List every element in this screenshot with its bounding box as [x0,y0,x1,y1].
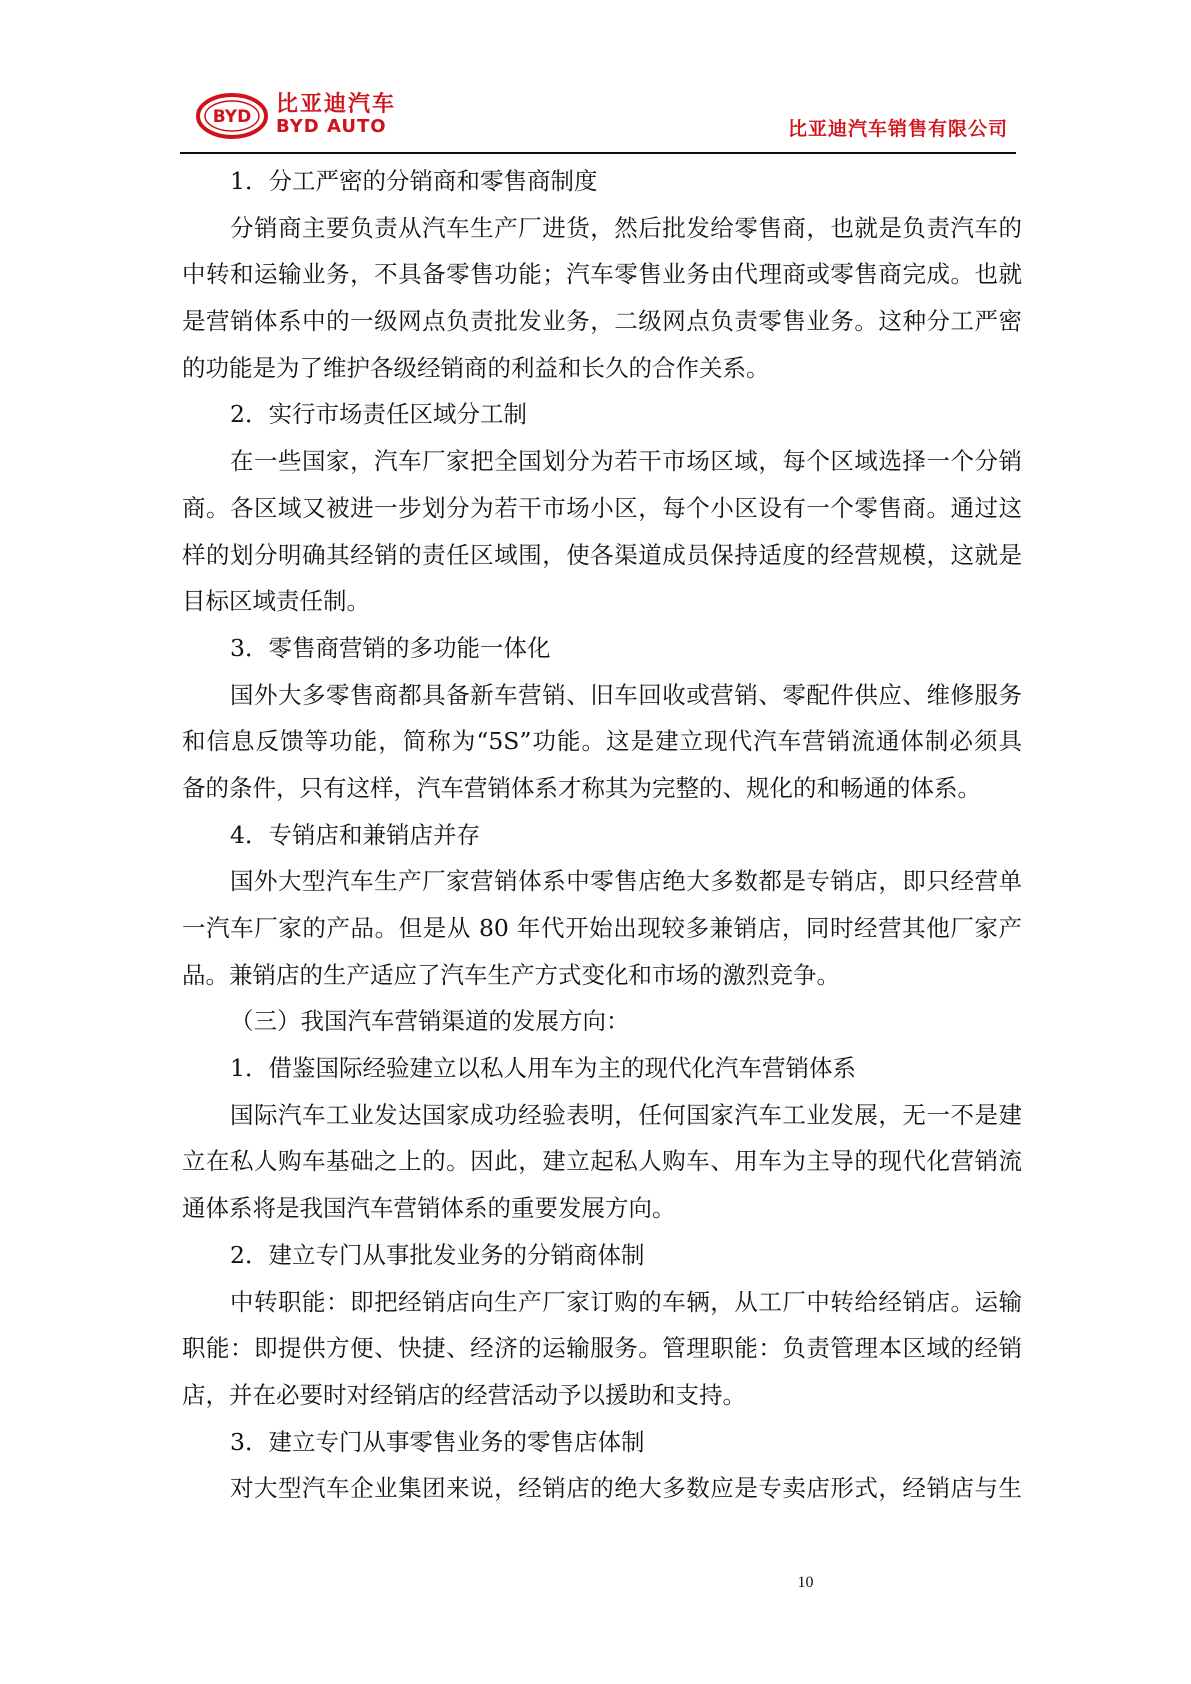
text-line: 一汽车厂家的产品。但是从 80 年代开始出现较多兼销店，同时经营其他厂家产 [182,914,1022,942]
text-line: 备的条件，只有这样，汽车营销体系才称其为完整的、规化的和畅通的体系。 [182,773,981,802]
byd-logo [196,92,406,140]
byd-emblem-icon [196,92,268,140]
text-line: 中转和运输业务，不具备零售功能；汽车零售业务由代理商或零售商完成。也就 [182,260,1022,289]
text-line: 2．实行市场责任区域分工制 [230,400,527,429]
text-line: 样的划分明确其经销的责任区域围，使各渠道成员保持适度的经营规模，这就是 [182,540,1022,569]
text-line: 2．建立专门从事批发业务的分销商体制 [230,1240,645,1269]
document-body [182,158,1022,1512]
text-line: 立在私人购车基础之上的。因此，建立起私人购车、用车为主导的现代化营销流 [182,1147,1022,1176]
text-line: 4．专销店和兼销店并存 [230,820,480,849]
text-line: 分销商主要负责从汽车生产厂进货，然后批发给零售商，也就是负责汽车的 [230,213,1022,242]
text-line: 店，并在必要时对经销店的经营活动予以援助和支持。 [182,1380,746,1409]
text-line: 通体系将是我国汽车营销体系的重要发展方向。 [182,1194,676,1223]
text-line: 在一些国家，汽车厂家把全国划分为若干市场区域，每个区域选择一个分销 [230,447,1022,476]
text-line: 商。各区域又被进一步划分为若干市场小区，每个小区设有一个零售商。通过这 [182,493,1022,522]
text-line: 的功能是为了维护各级经销商的利益和长久的合作关系。 [182,353,770,382]
text-line: 1．借鉴国际经验建立以私人用车为主的现代化汽车营销体系 [230,1054,856,1083]
logo-name-en: BYD AUTO [276,116,387,137]
text-line: 品。兼销店的生产适应了汽车生产方式变化和市场的激烈竞争。 [182,960,840,989]
page-header [0,0,1191,160]
text-line: 1．分工严密的分销商和零售商制度 [230,167,598,195]
text-line: 中转职能：即把经销店向生产厂家订购的车辆，从工厂中转给经销店。运输 [230,1287,1022,1316]
text-line: 国外大型汽车生产厂家营销体系中零售店绝大多数都是专销店，即只经营单 [230,867,1022,896]
text-line: 和信息反馈等功能，简称为“5S”功能。这是建立现代汽车营销流通体制必须具 [182,727,1022,756]
text-line: 是营销体系中的一级网点负责批发业务，二级网点负责零售业务。这种分工严密 [182,307,1022,336]
text-line: （三）我国汽车营销渠道的发展方向： [230,1007,630,1036]
company-name: 比亚迪汽车销售有限公司 [787,118,1008,140]
text-line: 职能：即提供方便、快捷、经济的运输服务。管理职能：负责管理本区域的经销 [182,1334,1022,1363]
emblem-text: BYD [212,107,252,127]
header-divider [180,152,1016,154]
text-line: 国际汽车工业发达国家成功经验表明，任何国家汽车工业发展，无一不是建 [230,1100,1022,1129]
text-line: 3．建立专门从事零售业务的零售店体制 [230,1427,645,1456]
text-line: 3．零售商营销的多功能一体化 [230,633,551,662]
logo-name-cn: 比亚迪汽车 [276,92,397,117]
page-number: 10 [797,1574,814,1591]
text-line: 对大型汽车企业集团来说，经销店的绝大多数应是专卖店形式，经销店与生 [230,1474,1022,1503]
text-line: 目标区域责任制。 [182,587,370,616]
text-line: 国外大多零售商都具备新车营销、旧车回收或营销、零配件供应、维修服务 [230,680,1022,709]
